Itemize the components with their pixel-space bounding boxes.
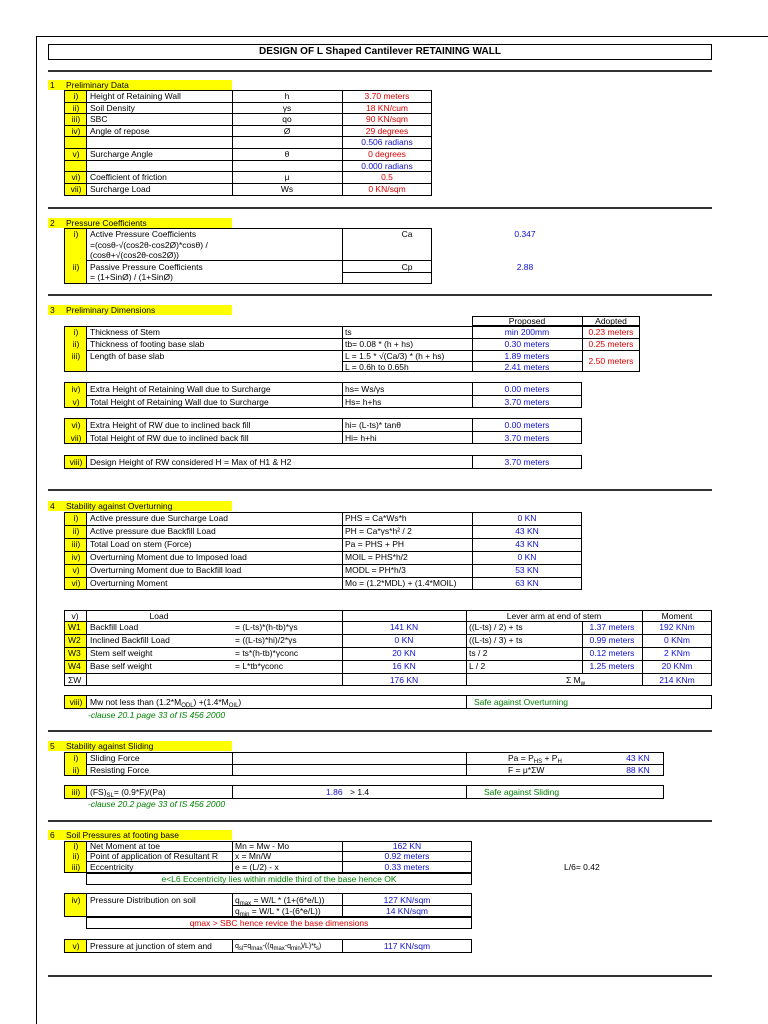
cell-divider	[342, 272, 432, 273]
value: 0.506 radians	[361, 137, 413, 147]
row-number: vii)	[70, 433, 82, 443]
section-heading: Preliminary Dimensions	[66, 305, 156, 315]
formula: L = 1.5 * √(Ca/3) * (h + hs)	[345, 351, 445, 361]
safety-factor: 1.86	[326, 787, 343, 797]
row-number: vi)	[71, 172, 81, 182]
lever-value: 1.37 meters	[589, 622, 635, 632]
symbol: θ	[284, 149, 290, 159]
row-label: Resisting Force	[90, 765, 150, 775]
weight-name: Backfill Load	[90, 622, 139, 632]
cell-divider	[86, 455, 87, 469]
safety-threshold: > 1.4	[350, 787, 370, 797]
formula: $Pa = P_{HS} + P_H$	[508, 753, 562, 765]
cell-divider	[232, 841, 233, 873]
formula: Pa = PHS + PH	[345, 539, 405, 549]
weight-value: 141 KN	[389, 622, 419, 632]
value: 2.88	[516, 262, 534, 272]
row-number: iv)	[71, 895, 81, 905]
value: 0 KN	[517, 513, 537, 523]
section-number: 3	[50, 305, 55, 315]
clause-reference: -clause 20.1 page 33 of IS 456 2000	[88, 710, 226, 720]
cell-divider	[64, 673, 712, 674]
formula: L = 0.6h to 0.65h	[345, 362, 409, 372]
section-number: 6	[50, 830, 55, 840]
weight-id: W1	[68, 622, 81, 632]
row-label: Overturning Moment	[90, 578, 168, 588]
weight-name: Stem self weight	[90, 648, 153, 658]
row-label: Angle of repose	[90, 126, 150, 136]
cell-divider	[64, 431, 582, 432]
row-label: Mw not less than $(1.2*M_{ODL}) +(1.4*M_{OIL})$	[90, 697, 242, 709]
clause-reference: -clause 20.2 page 33 of IS 456 2000	[88, 799, 226, 809]
value: 0.33 meters	[384, 862, 430, 872]
row-label: Overturning Moment due to Backfill load	[90, 565, 242, 575]
formula: hs= Ws/γs	[345, 384, 385, 394]
cell-divider	[86, 90, 87, 196]
sum-w-value: 176 KN	[389, 675, 419, 685]
moment-value: 0 KNm	[664, 635, 690, 645]
value: 0.5	[381, 172, 393, 182]
formula: e = (L/2) - x	[235, 862, 279, 872]
formula: qsl=qmax-((qmax-qmin)/L)*ts)	[235, 943, 322, 952]
row-label: Extra Height of RW due to inclined back fill	[90, 420, 251, 430]
moment-value: 2 KNm	[664, 648, 690, 658]
row-number: iii)	[71, 787, 81, 797]
row-label: Total Height of Retaining Wall due to Surcharge	[90, 397, 269, 407]
row-number: iii)	[71, 539, 81, 549]
weight-id: W3	[68, 648, 81, 658]
value: 43 KN	[626, 753, 650, 763]
section-heading: Preliminary Data	[66, 80, 129, 90]
row-number: i)	[73, 229, 79, 239]
proposed: 1.89 meters	[504, 351, 550, 361]
l6-value: L/6= 0.42	[564, 862, 600, 872]
symbol: μ	[284, 172, 290, 182]
row-label: Pressure Distribution on soil	[90, 895, 196, 905]
formula: MODL = PH*h/3	[345, 565, 406, 575]
moment-value: 192 KNm	[659, 622, 695, 632]
formula: Hs= h+hs	[345, 397, 382, 407]
value: 63 KN	[515, 578, 539, 588]
formula: x = Mn/W	[235, 851, 272, 861]
formula: PH = Ca*γs*h² / 2	[345, 526, 412, 536]
row-number: vii)	[70, 184, 82, 194]
row-label: Overturning Moment due to Imposed load	[90, 552, 247, 562]
cell-divider	[86, 939, 87, 953]
lever-formula: L / 2	[469, 661, 486, 671]
row-label: Total Height of RW due to inclined back fill	[90, 433, 249, 443]
lever-value: 0.99 meters	[589, 635, 635, 645]
formula: MOIL = PHS*h/2	[345, 552, 408, 562]
formula-line: =(cosθ-√(cos2θ-cos2Ø)*cosθ) /	[90, 240, 208, 250]
row-number: viii)	[69, 697, 83, 707]
proposed: 0.00 meters	[504, 420, 550, 430]
row-label: Design Height of RW considered H = Max of H1 & H2	[90, 457, 292, 467]
value: 88 KN	[626, 765, 650, 775]
weight-formula: = (L-ts)*(h-tb)*γs	[235, 622, 298, 632]
section-heading: Stability against Overturning	[66, 501, 173, 511]
lever-formula: ((L-ts) / 2) + ts	[469, 622, 523, 632]
cell-divider	[466, 695, 467, 709]
formula: $q_{min} = W/L * (1-(6*e/L))$	[235, 906, 321, 918]
cell-divider	[86, 841, 87, 873]
row-label: Pressure at junction of stem and	[90, 941, 212, 951]
formula: Mn = Mw - Mo	[235, 841, 290, 851]
row-label: $(FS)_{SL}= (0.9*F)/(Pa)$	[90, 787, 166, 799]
cell-divider	[86, 228, 87, 284]
value: 53 KN	[515, 565, 539, 575]
formula: ts	[345, 327, 352, 337]
row-number: iii)	[71, 351, 81, 361]
row-number: v)	[72, 397, 80, 407]
cell-divider	[86, 785, 87, 799]
weight-name: Inclined Backfill Load	[90, 635, 170, 645]
row-number: i)	[73, 91, 79, 101]
section-number: 5	[50, 741, 55, 751]
value: 0.347	[514, 229, 536, 239]
row-label: SBC	[90, 114, 108, 124]
value: 3.70 meters	[364, 91, 410, 101]
proposed: 3.70 meters	[504, 397, 550, 407]
weight-formula: = ts*(h-tb)*γconc	[235, 648, 299, 658]
sum-m-value: 214 KNm	[659, 675, 695, 685]
proposed: 0.00 meters	[504, 384, 550, 394]
formula: tb= 0.08 * (h + hs)	[345, 339, 414, 349]
value: 90 KN/sqm	[365, 114, 409, 124]
sum-m-label: Σ $M_w$	[566, 675, 586, 687]
value: 117 KN/sqm	[383, 941, 431, 951]
col-proposed: Proposed	[508, 316, 546, 326]
row-label: Net Moment at toe	[90, 841, 160, 851]
cell-divider	[232, 939, 233, 953]
weight-value: 20 KN	[392, 648, 416, 658]
proposed: 2.41 meters	[504, 362, 550, 372]
formula: Mo = (1.2*MDL) + (1.4*MOIL)	[345, 578, 457, 588]
section-number: 1	[50, 80, 55, 90]
row-label: Coefficient of friction	[90, 172, 167, 182]
row-label: Active pressure due Backfill Load	[90, 526, 216, 536]
sum-w-label: ΣW	[68, 675, 82, 685]
row-number: iv)	[71, 126, 81, 136]
row-label: Total Load on stem (Force)	[90, 539, 192, 549]
adopted: 2.50 meters	[588, 356, 634, 366]
value: 0 degrees	[368, 149, 406, 159]
col-load: Load	[149, 611, 169, 621]
value: 29 degrees	[365, 126, 409, 136]
divider	[48, 820, 712, 822]
row-number: i)	[73, 327, 79, 337]
value: 0 KN/sqm	[368, 184, 406, 194]
lever-value: 1.25 meters	[589, 661, 635, 671]
cell-divider	[64, 764, 664, 765]
lever-formula: ts / 2	[469, 648, 488, 658]
proposed: 3.70 meters	[504, 433, 550, 443]
cell-divider	[86, 695, 87, 709]
cell-divider	[86, 326, 87, 372]
row-number: i)	[73, 513, 79, 523]
row-label: Thickness of Stem	[90, 327, 160, 337]
sliding-result: Safe against Sliding	[484, 787, 560, 797]
proposed: min 200mm	[504, 327, 550, 337]
row-label: Point of application of Resultant R	[90, 851, 219, 861]
row-label: Soil Density	[90, 103, 135, 113]
row-number: i)	[73, 841, 79, 851]
cell-divider	[86, 893, 87, 917]
weight-id: W2	[68, 635, 81, 645]
row-label: Surcharge Angle	[90, 149, 153, 159]
weight-value: 0 KN	[394, 635, 414, 645]
row-number: ii)	[72, 262, 80, 272]
proposed: 3.70 meters	[504, 457, 550, 467]
row-label: Passive Pressure Coefficients	[90, 262, 203, 272]
divider	[48, 489, 712, 491]
row-number: ii)	[72, 765, 80, 775]
lever-value: 0.12 meters	[589, 648, 635, 658]
section-number: 2	[50, 218, 55, 228]
eccentricity-note: e<L6 Eccentricity lies within middle third of the base hence OK	[161, 874, 397, 884]
row-label: Surcharge Load	[90, 184, 151, 194]
table-number: v)	[71, 611, 79, 621]
symbol: γs	[282, 103, 292, 113]
adopted: 0.25 meters	[588, 339, 634, 349]
symbol: h	[284, 91, 290, 101]
symbol: Ws	[280, 184, 294, 194]
col-moment: Moment	[661, 611, 693, 621]
overturning-result: Safe against Overturning	[474, 697, 569, 707]
value: 0 KN	[517, 552, 537, 562]
formula: hi= (L-ts)* tanθ	[345, 420, 401, 430]
row-label: Length of base slab	[90, 351, 165, 361]
row-number: ii)	[72, 339, 80, 349]
section-heading: Stability against Sliding	[66, 741, 154, 751]
formula-line: = (1+SinØ) / (1+SinØ)	[90, 272, 173, 282]
row-number: ii)	[72, 851, 80, 861]
formula: F = μ*ΣW	[508, 765, 545, 775]
value: 162 KN	[392, 841, 422, 851]
divider	[48, 730, 712, 732]
formula: Hi= h+hi	[345, 433, 377, 443]
row-number: viii)	[69, 457, 83, 467]
page-title: DESIGN OF L Shaped Cantilever RETAINING WALL	[48, 44, 712, 60]
row-number: iii)	[71, 862, 81, 872]
weight-name: Base self weight	[90, 661, 152, 671]
formula: PHS = Ca*Ws*h	[345, 513, 407, 523]
row-number: ii)	[72, 526, 80, 536]
symbol: Ø	[283, 126, 291, 136]
col-lever: Lever arm at end of stem	[506, 611, 602, 621]
cell-divider	[232, 785, 233, 799]
divider	[48, 207, 712, 209]
sbc-warning: qmax > SBC hence revice the base dimensions	[189, 918, 369, 928]
weight-formula: = ((L-ts)*hi)/2*γs	[235, 635, 297, 645]
row-label: Active pressure due Surcharge Load	[90, 513, 228, 523]
cell-divider	[466, 785, 467, 799]
weight-id: W4	[68, 661, 81, 671]
row-number: v)	[72, 565, 80, 575]
value: 43 KN	[515, 539, 539, 549]
formula-line: (cosθ+√(cos2θ-cos2Ø))	[90, 250, 179, 260]
value: 0.000 radians	[361, 161, 413, 171]
row-number: iv)	[71, 552, 81, 562]
lever-formula: ((L-ts) / 3) + ts	[469, 635, 523, 645]
value: 0.92 meters	[384, 851, 430, 861]
row-number: iv)	[71, 384, 81, 394]
row-number: ii)	[72, 103, 80, 113]
row-number: vi)	[71, 420, 81, 430]
row-number: v)	[72, 149, 80, 159]
value: 18 KN/cum	[365, 103, 409, 113]
symbol: qo	[282, 114, 292, 124]
cell-divider	[64, 395, 582, 396]
row-label: Sliding Force	[90, 753, 140, 763]
row-label: Active Pressure Coefficients	[90, 229, 197, 239]
row-label: Thickness of footing base slab	[90, 339, 205, 349]
qmin-value: 14 KN/sqm	[385, 906, 429, 916]
divider	[48, 70, 712, 72]
row-number: iii)	[71, 114, 81, 124]
weight-formula: = L*tb*γconc	[235, 661, 283, 671]
divider	[48, 975, 712, 977]
proposed: 0.30 meters	[504, 339, 550, 349]
symbol: Ca	[401, 229, 413, 239]
weight-value: 16 KN	[392, 661, 416, 671]
section-number: 4	[50, 501, 55, 511]
section-heading: Pressure Coefficients	[66, 218, 147, 228]
cell-divider	[64, 260, 432, 261]
row-label: Height of Retaining Wall	[90, 91, 181, 101]
cell-divider	[342, 326, 343, 372]
moment-value: 20 KNm	[661, 661, 693, 671]
row-label: Extra Height of Retaining Wall due to Surcharge	[90, 384, 271, 394]
divider	[48, 294, 712, 296]
qmax-value: 127 KN/sqm	[383, 895, 431, 905]
row-number: vi)	[71, 578, 81, 588]
col-adopted: Adopted	[595, 316, 627, 326]
row-number: v)	[72, 941, 80, 951]
section-heading: Soil Pressures at footing base	[66, 830, 179, 840]
symbol: Cp	[401, 262, 413, 272]
row-number: i)	[73, 753, 79, 763]
adopted: 0.23 meters	[588, 327, 634, 337]
formula: $q_{max} = W/L * (1+(6*e/L))$	[235, 895, 325, 907]
value: 43 KN	[515, 526, 539, 536]
row-label: Eccentricity	[90, 862, 134, 872]
